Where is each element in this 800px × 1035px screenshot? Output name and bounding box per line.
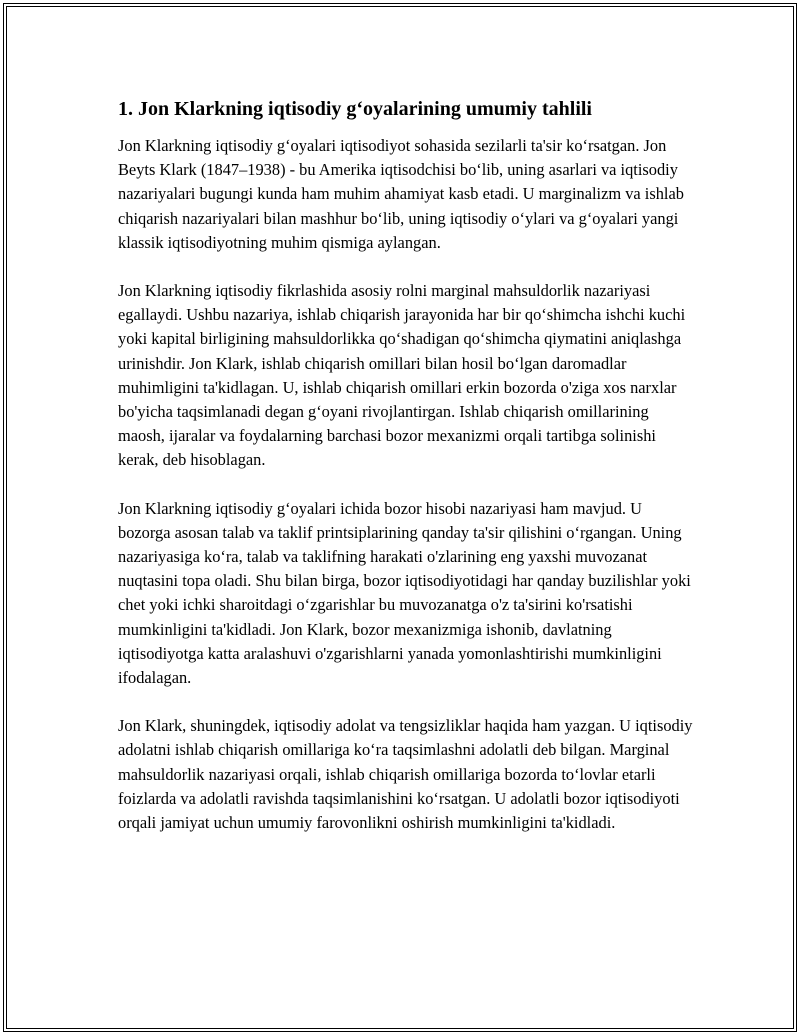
paragraph-4: Jon Klark, shuningdek, iqtisodiy adolat va tengsizliklar haqida ham yazgan. U iqtisodiy adolatni ishlab chiqarish omillariga ko‘ra taqsimlashni adolatli deb bilgan. Marginal mahsuldorlik nazariyasi orqali, ishlab chiqarish omillariga bozorda to‘lovlar etarli foizlarda va adolatli ravishda taqsimlanishini ko‘rsatgan. U adolatli bozor iqtisodiyoti orqali jamiyat uchun umumiy farovonlikni oshirish mumkinligini ta'kidladi. (118, 716, 693, 833)
document-body (118, 96, 698, 859)
paragraph-2: Jon Klarkning iqtisodiy fikrlashida asosiy rolni marginal mahsuldorlik nazariyasi egallaydi. Ushbu nazariya, ishlab chiqarish jarayonida har bir qo‘shimcha ishchi kuchi yoki kapital birligining mahsuldorlikka qo‘shadigan qo‘shimcha qiymatini aniqlashga urinishdir. Jon Klark, ishlab chiqarish omillari bilan hosil bo‘lgan daromadlar muhimligini ta'kidlagan. U, ishlab chiqarish omillari erkin bozorda o'ziga xos narxlar bo'yicha taqsimlanadi degan g‘oyani rivojlantirgan. Ishlab chiqarish omillarining maosh, ijaralar va foydalarning barchasi bozor mexanizmi orqali tartibga solinishi kerak, deb hisoblagan. (118, 281, 686, 470)
paragraph-1: Jon Klarkning iqtisodiy g‘oyalari iqtisodiyot sohasida sezilarli ta'sir ko‘rsatgan. Jon Beyts Klark (1847–1938) - bu Amerika iqtisodchisi bo‘lib, uning asarlari va iqtisodiy nazariyalari bugungi kunda ham muhim ahamiyat kasb etadi. U marginalizm va ishlab chiqarish nazariyalari bilan mashhur bo‘lib, uning iqtisodiy o‘ylari va g‘oyalari yangi klassik iqtisodiyotning muhim qismiga aylangan. (118, 136, 684, 252)
paragraph-3: Jon Klarkning iqtisodiy g‘oyalari ichida bozor hisobi nazariyasi ham mavjud. U bozorga asosan talab va taklif printsiplarining qanday ta'sir qilishini o‘rgangan. Uning nazariyasiga ko‘ra, talab va taklifning harakati o'zlarining eng yaxshi muvozanat nuqtasini topa oladi. Shu bilan birga, bozor iqtisodiyotidagi har qanday buzilishlar yoki chet yoki ichki sharoitdagi o‘zgarishlar bu muvozanatga o'z ta'sirini ko'rsatishi mumkinligini ta'kidladi. Jon Klark, bozor mexanizmiga ishonib, davlatning iqtisodiyotga katta aralashuvi o'zgarishlarni yanada yomonlashtirishi mumkinligini ifodalagan. (118, 498, 691, 688)
section-heading: 1. Jon Klarkning iqtisodiy g‘oyalarining umumiy tahlili (118, 98, 592, 120)
